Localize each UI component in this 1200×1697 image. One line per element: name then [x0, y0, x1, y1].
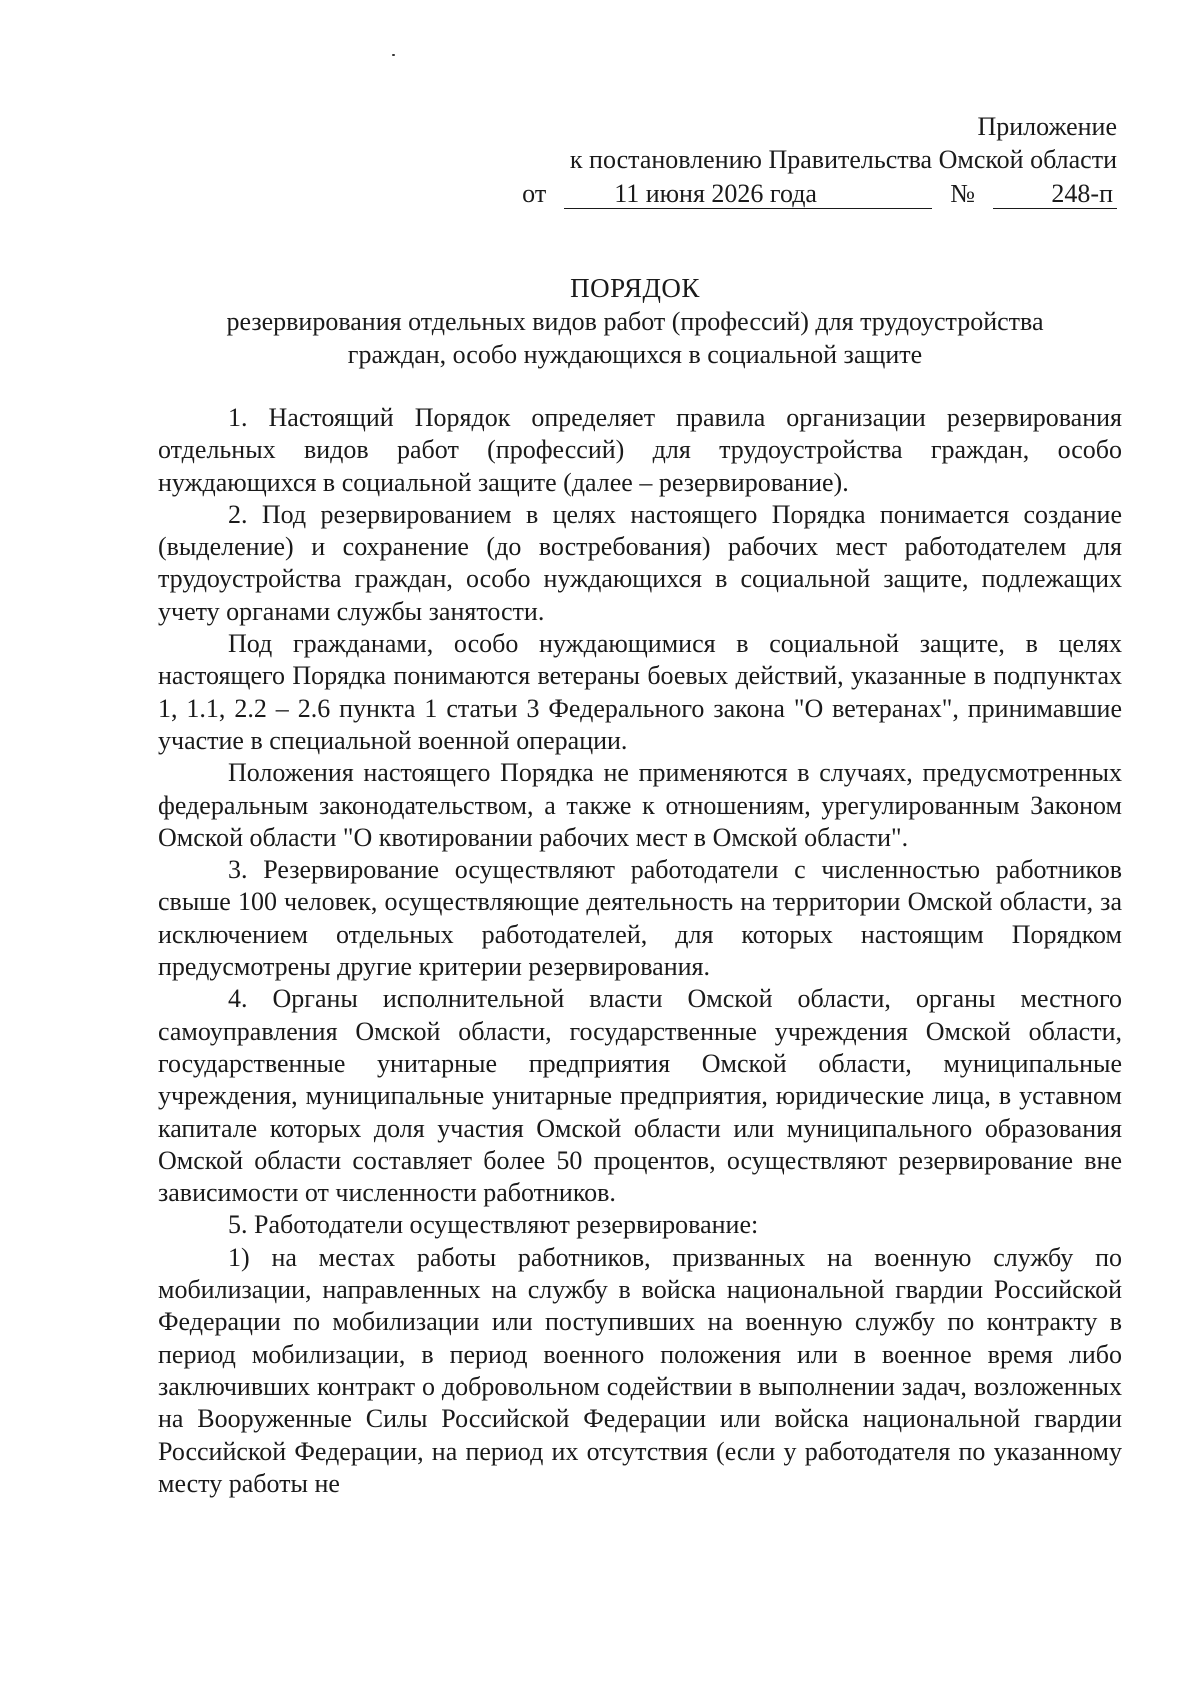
resolution-number: 248-п	[993, 180, 1117, 209]
paragraph-2: 2. Под резервированием в целях настоящего Порядка понимается создание (выделение) и сохранение (до востребования) рабочих мест работодателем для трудоустройства граждан, особо нуждающихся в социальной защите, подлежащих учету органами службы занятости.	[158, 499, 1122, 626]
scan-speck	[392, 54, 395, 56]
appendix-date-row	[497, 177, 1117, 210]
number-label: №	[950, 179, 975, 208]
paragraph-3: 3. Резервирование осуществляют работодатели с численностью работников свыше 100 человек, осуществляющие деятельность на территории Омской области, за исключением отдельных работодателей, для которых настоящим Порядком предусмотрены другие критерии резервирования.	[158, 855, 1122, 982]
title-main: ПОРЯДОК	[570, 273, 700, 303]
appendix-label: Приложение	[977, 112, 1117, 141]
appendix-header	[497, 110, 1117, 210]
from-label: от	[522, 179, 547, 208]
paragraph-5: 5. Работодатели осуществляют резервирование:	[228, 1210, 759, 1240]
paragraph-1: 1. Настоящий Порядок определяет правила организации резервирования отдельных видов работ (профессий) для трудоустройства граждан, особо нуждающихся в социальной защите (далее – резервирование).	[158, 403, 1122, 497]
document-title	[150, 272, 1120, 371]
resolution-date: 11 июня 2026 года	[564, 180, 932, 209]
title-subtitle-line2: граждан, особо нуждающихся в социальной защите	[347, 340, 923, 369]
title-subtitle-line1: резервирования отдельных видов работ (профессий) для трудоустройства	[226, 307, 1044, 336]
appendix-resolution-line: к постановлению Правительства Омской области	[569, 145, 1117, 174]
paragraph-2-exceptions: Положения настоящего Порядка не применяются в случаях, предусмотренных федеральным законодательством, а также к отношениям, урегулированным Законом Омской области "О квотировании рабочих мест в Омской области".	[158, 758, 1122, 852]
paragraph-5-item-1: 1) на местах работы работников, призванных на военную службу по мобилизации, направленных на службу в войска национальной гвардии Российской Федерации по мобилизации или поступивших на военную службу по контракту в период мобилизации, в период военного положения или в военное время либо заключивших контракт о добровольном содействии в выполнении задач, возложенных на Вооруженные Силы Российской Федерации или войска национальной гвардии Российской Федерации, на период их отсутствия (если у работодателя по указанному месту работы не	[158, 1242, 1122, 1498]
document-body	[158, 402, 1122, 1500]
paragraph-4: 4. Органы исполнительной власти Омской области, органы местного самоуправления Омской области, государственные учреждения Омской области, государственные унитарные предприятия Омской области, муниципальные учреждения, муниципальные унитарные предприятия, юридические лица, в уставном капитале которых доля участия Омской области или муниципального образования Омской области составляет более 50 процентов, осуществляют резервирование вне зависимости от численности работников.	[158, 984, 1122, 1208]
paragraph-2-citizens: Под гражданами, особо нуждающимися в социальной защите, в целях настоящего Порядка понимаются ветераны боевых действий, указанные в подпунктах 1, 1.1, 2.2 – 2.6 пункта 1 статьи 3 Федерального закона "О ветеранах", принимавшие участие в специальной военной операции.	[158, 629, 1122, 755]
